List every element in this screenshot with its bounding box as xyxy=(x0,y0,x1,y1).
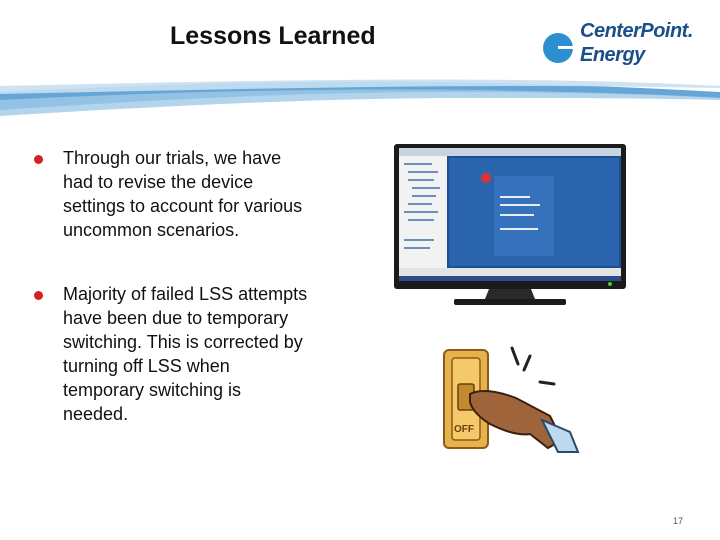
bullet-item xyxy=(30,146,310,242)
header-swoosh xyxy=(0,70,720,120)
bullet-text: Majority of failed LSS attempts have been due to temporary switching. This is corrected by turning off LSS when temporary switching is needed. xyxy=(63,284,308,424)
monitor-image xyxy=(394,144,626,306)
bullet-dot-icon xyxy=(34,291,43,300)
bullet-text: Through our trials, we have had to revise the device settings to account for various uncommon scenarios. xyxy=(63,148,303,240)
switch-off-label: OFF xyxy=(454,424,474,435)
light-switch-image xyxy=(430,332,585,457)
logo-line-1: CenterPoint. xyxy=(580,20,693,42)
bullet-list xyxy=(30,146,310,466)
bullet-dot-icon xyxy=(34,155,43,164)
centerpoint-logo xyxy=(540,18,710,78)
logo-line-2: Energy xyxy=(580,44,645,66)
logo-circle-icon xyxy=(540,28,580,68)
slide-title: Lessons Learned xyxy=(170,22,376,50)
page-number: 17 xyxy=(673,516,684,526)
bullet-item xyxy=(30,282,310,426)
